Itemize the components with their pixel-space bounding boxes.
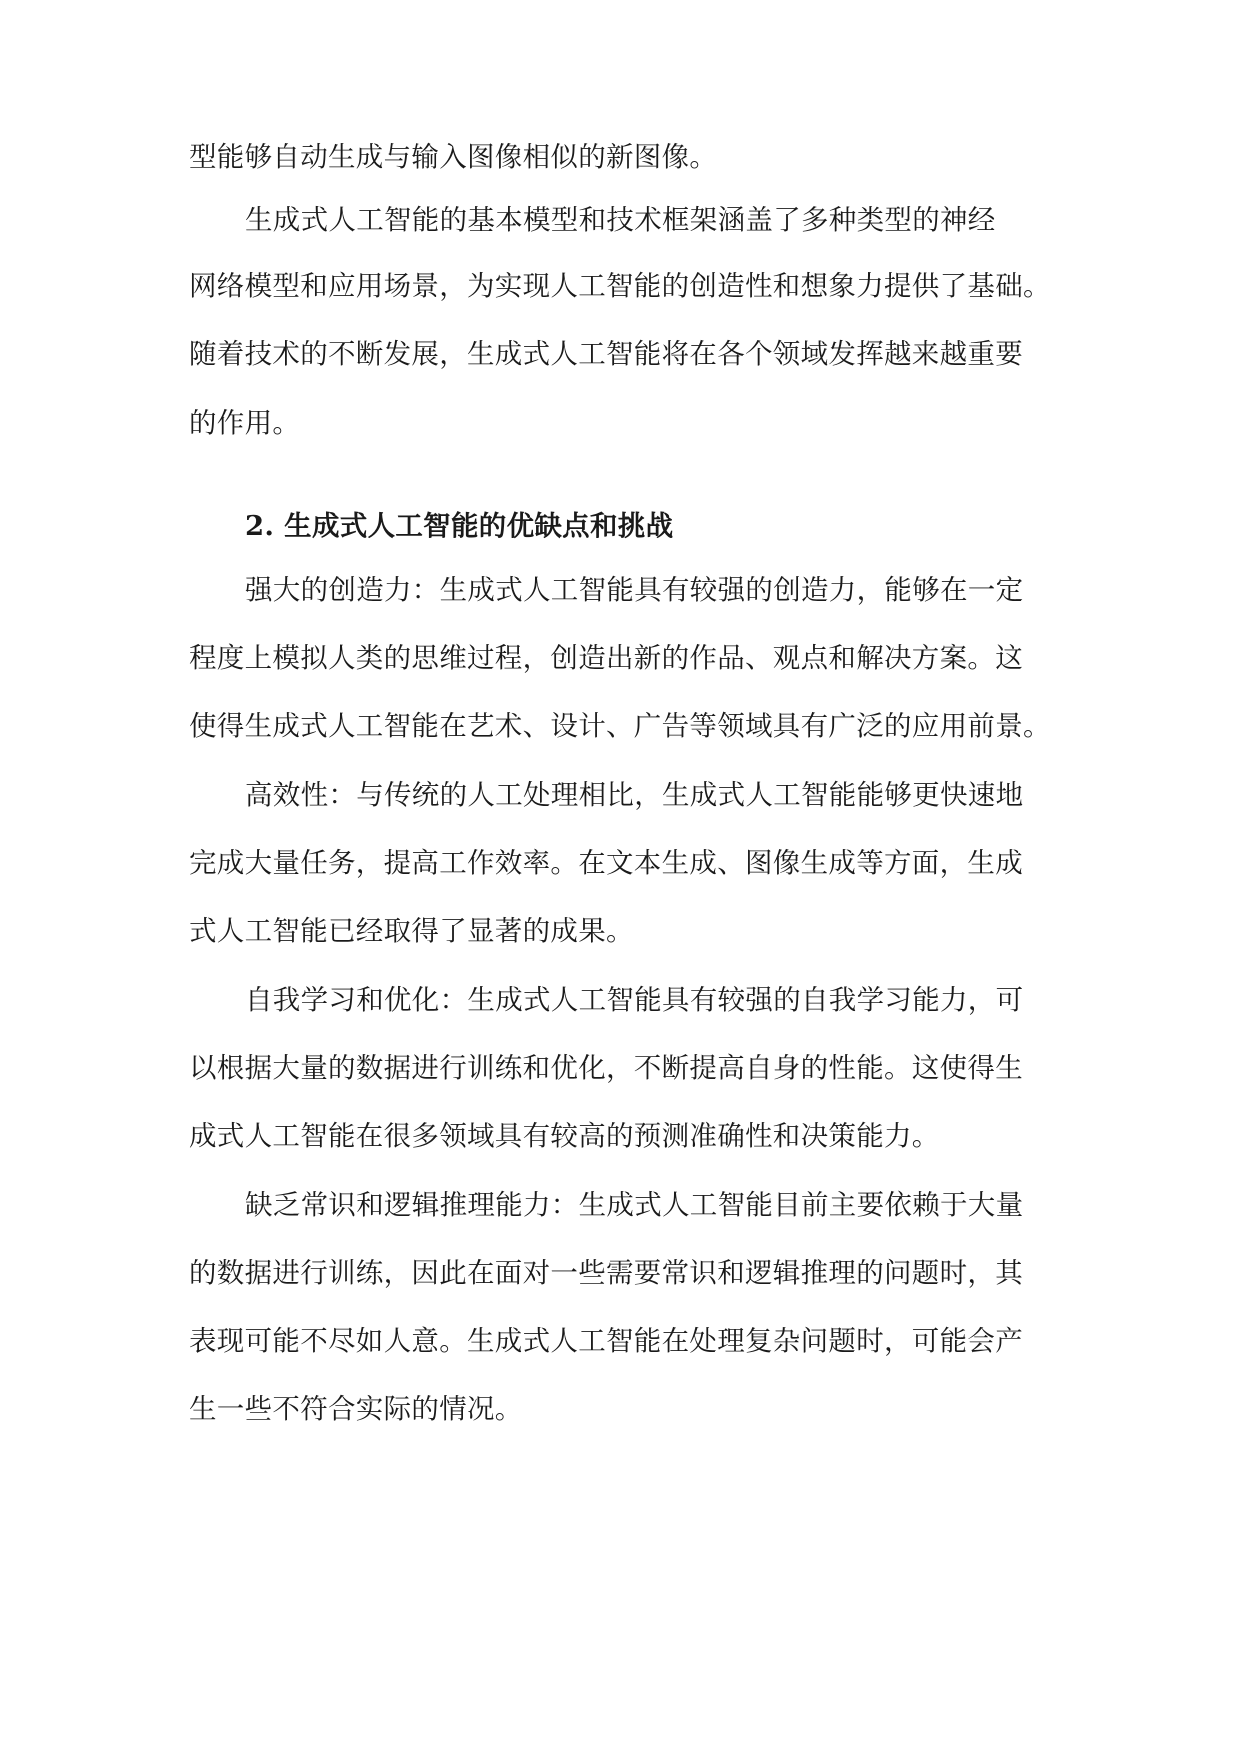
creativity-paragraph-line-1: 强大的创造力：生成式人工智能具有较强的创造力，能够在一定 <box>245 574 1024 606</box>
limitations-paragraph-line-4: 生一些不符合实际的情况。 <box>189 1393 523 1425</box>
limitations-paragraph-line-3: 表现可能不尽如人意。生成式人工智能在处理复杂问题时，可能会产 <box>189 1325 1023 1357</box>
creativity-paragraph-line-3: 使得生成式人工智能在艺术、设计、广告等领域具有广泛的应用前景。 <box>189 710 1051 742</box>
summary-paragraph-line-3: 随着技术的不断发展，生成式人工智能将在各个领域发挥越来越重要 <box>189 338 1023 370</box>
efficiency-paragraph-line-2: 完成大量任务，提高工作效率。在文本生成、图像生成等方面，生成 <box>189 847 1023 879</box>
learning-paragraph-line-2: 以根据大量的数据进行训练和优化，不断提高自身的性能。这使得生 <box>189 1052 1023 1084</box>
limitations-paragraph-line-1: 缺乏常识和逻辑推理能力：生成式人工智能目前主要依赖于大量 <box>245 1189 1024 1221</box>
summary-paragraph-line-2: 网络模型和应用场景，为实现人工智能的创造性和想象力提供了基础。 <box>189 270 1051 302</box>
learning-paragraph-line-1: 自我学习和优化：生成式人工智能具有较强的自我学习能力，可 <box>245 984 1024 1016</box>
efficiency-paragraph-line-1: 高效性：与传统的人工处理相比，生成式人工智能能够更快速地 <box>245 779 1024 811</box>
learning-paragraph-line-3: 成式人工智能在很多领域具有较高的预测准确性和决策能力。 <box>189 1120 940 1152</box>
efficiency-paragraph-line-3: 式人工智能已经取得了显著的成果。 <box>189 915 634 947</box>
summary-paragraph-line-1: 生成式人工智能的基本模型和技术框架涵盖了多种类型的神经 <box>245 204 996 236</box>
creativity-paragraph-line-2: 程度上模拟人类的思维过程，创造出新的作品、观点和解决方案。这 <box>189 642 1023 674</box>
limitations-paragraph-line-2: 的数据进行训练，因此在面对一些需要常识和逻辑推理的问题时，其 <box>189 1257 1023 1289</box>
section-heading: 2. 生成式人工智能的优缺点和挑战 <box>245 510 674 542</box>
summary-paragraph-line-4: 的作用。 <box>189 407 301 439</box>
intro-paragraph-line-1: 型能够自动生成与输入图像相似的新图像。 <box>189 141 718 173</box>
